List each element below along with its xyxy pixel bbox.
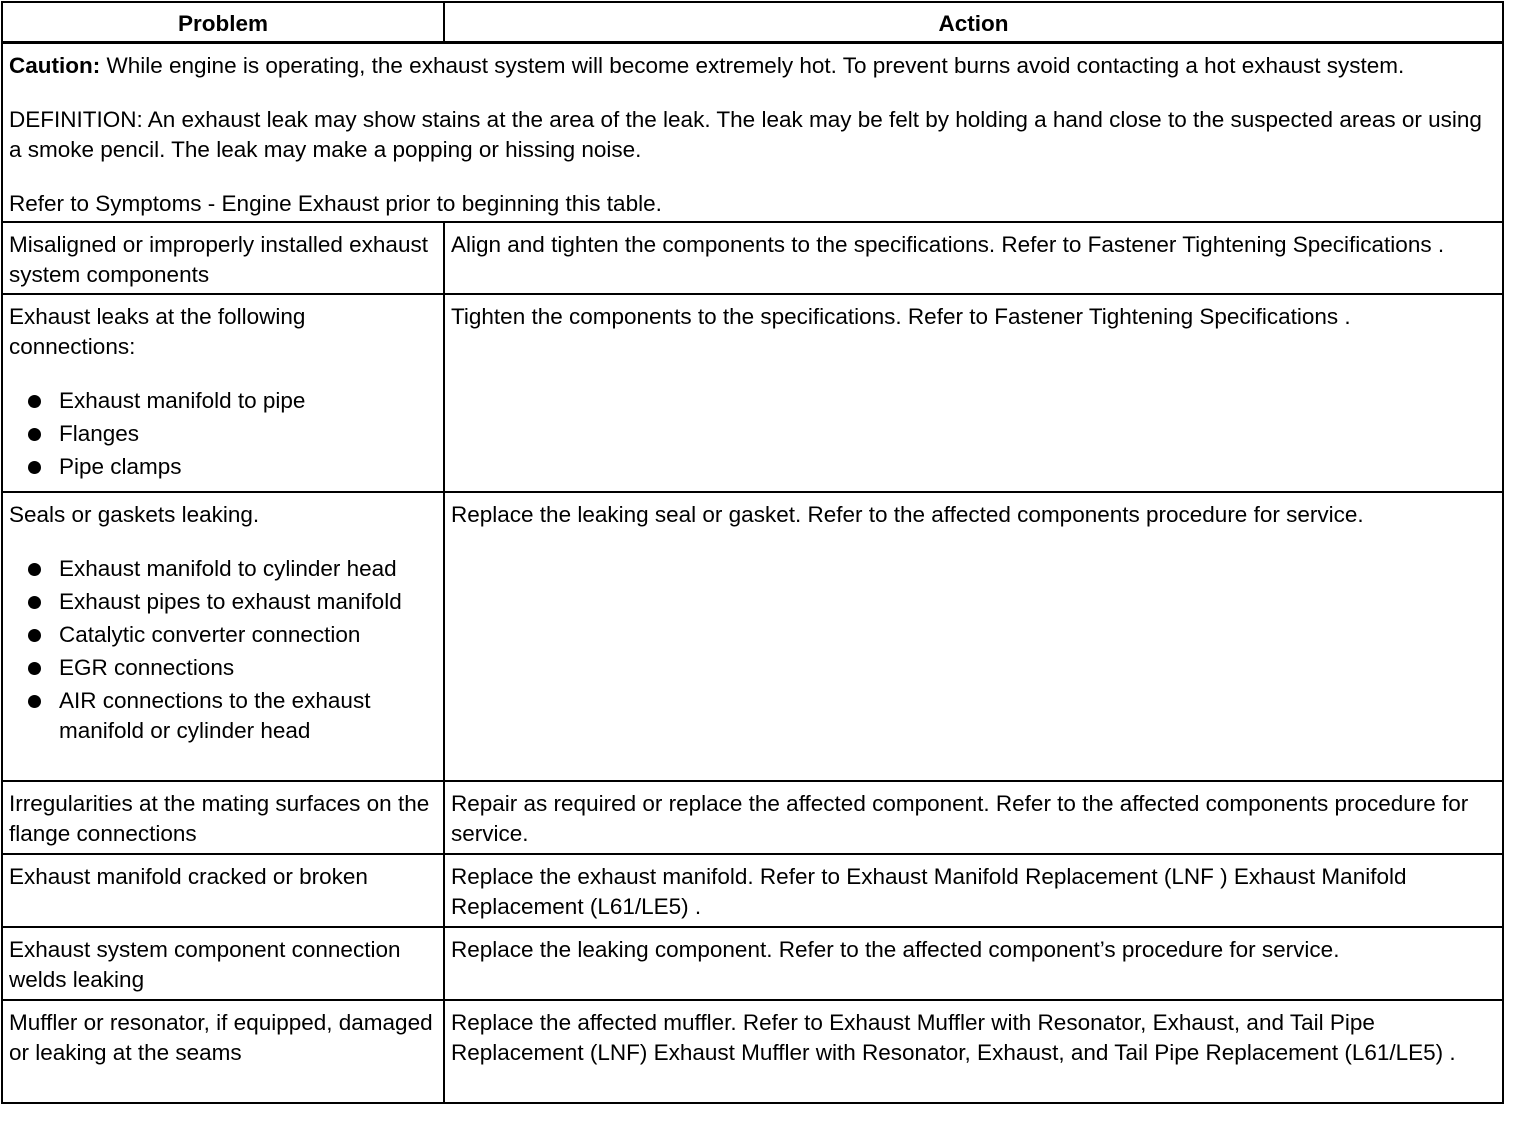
list-item-text: Exhaust manifold to cylinder head (59, 556, 397, 581)
action-cell: Replace the exhaust manifold. Refer to Exhaust Manifold Replacement (LNF ) Exhaust Manifold Replacement (L61/LE5) . (444, 854, 1503, 927)
caution-text: While engine is operating, the exhaust system will become extremely hot. To prevent burns avoid contacting a hot exhaust system. (106, 53, 1405, 78)
list-item-text: Pipe clamps (59, 454, 182, 479)
list-item (9, 686, 437, 746)
list-item-text: AIR connections to the exhaust manifold or cylinder head (59, 688, 371, 743)
bullet-icon (28, 428, 41, 441)
bullet-icon (28, 662, 41, 675)
bullet-list (9, 386, 437, 491)
problem-cell: Exhaust manifold cracked or broken (2, 854, 444, 927)
list-item (9, 620, 437, 650)
table-row (2, 781, 1503, 854)
caution-label: Caution: (9, 53, 101, 78)
intro-cell (2, 43, 1503, 223)
table-row (2, 854, 1503, 927)
table-row (2, 927, 1503, 1000)
diagnostic-table (1, 1, 1504, 1104)
header-row (2, 2, 1503, 43)
list-item-text: Flanges (59, 421, 140, 446)
list-item (9, 653, 437, 683)
bullet-icon (28, 629, 41, 642)
table-row (2, 294, 1503, 492)
problem-text: Seals or gaskets leaking. (9, 502, 260, 527)
action-column-header: Action (444, 2, 1503, 43)
definition-text: DEFINITION: An exhaust leak may show stains at the area of the leak. The leak may be felt by holding a hand close to the suspected areas or using a smoke pencil. The leak may make a popping or hissing noise. (9, 107, 1482, 162)
action-cell: Replace the leaking seal or gasket. Refer to the affected components procedure for service. (444, 492, 1503, 781)
action-cell: Align and tighten the components to the specifications. Refer to Fastener Tightening Specifications . (444, 222, 1503, 294)
list-item (9, 386, 437, 416)
problem-column-header: Problem (2, 2, 444, 43)
action-cell: Replace the leaking component. Refer to the affected component’s procedure for service. (444, 927, 1503, 1000)
problem-cell: Irregularities at the mating surfaces on the flange connections (2, 781, 444, 854)
table-row (2, 492, 1503, 781)
list-item (9, 554, 437, 584)
bullet-list (9, 554, 437, 755)
intro-row (2, 43, 1503, 223)
problem-cell (2, 492, 444, 781)
list-item-text: Exhaust manifold to pipe (59, 388, 306, 413)
action-cell: Repair as required or replace the affected component. Refer to the affected components procedure for service. (444, 781, 1503, 854)
list-item-text: EGR connections (59, 655, 235, 680)
caution-note (9, 51, 1496, 81)
table-row (2, 1000, 1503, 1103)
problem-text: Exhaust leaks at the following connections: (9, 304, 306, 359)
refer-text: Refer to Symptoms - Engine Exhaust prior to beginning this table. (9, 191, 662, 216)
problem-cell: Exhaust system component connection welds leaking (2, 927, 444, 1000)
list-item (9, 419, 437, 449)
bullet-icon (28, 563, 41, 576)
problem-cell: Misaligned or improperly installed exhaust system components (2, 222, 444, 294)
list-item-text: Catalytic converter connection (59, 622, 361, 647)
problem-cell (2, 294, 444, 492)
list-item (9, 452, 437, 482)
bullet-icon (28, 695, 41, 708)
list-item-text: Exhaust pipes to exhaust manifold (59, 589, 402, 614)
action-cell: Replace the affected muffler. Refer to Exhaust Muffler with Resonator, Exhaust, and Tail Pipe Replacement (LNF) Exhaust Muffler with Resonator, Exhaust, and Tail Pipe Replacement (L61/LE5) . (444, 1000, 1503, 1103)
bullet-icon (28, 461, 41, 474)
bullet-icon (28, 395, 41, 408)
list-item (9, 587, 437, 617)
problem-cell: Muffler or resonator, if equipped, damaged or leaking at the seams (2, 1000, 444, 1103)
table-row (2, 222, 1503, 294)
action-cell: Tighten the components to the specifications. Refer to Fastener Tightening Specifications . (444, 294, 1503, 492)
bullet-icon (28, 596, 41, 609)
